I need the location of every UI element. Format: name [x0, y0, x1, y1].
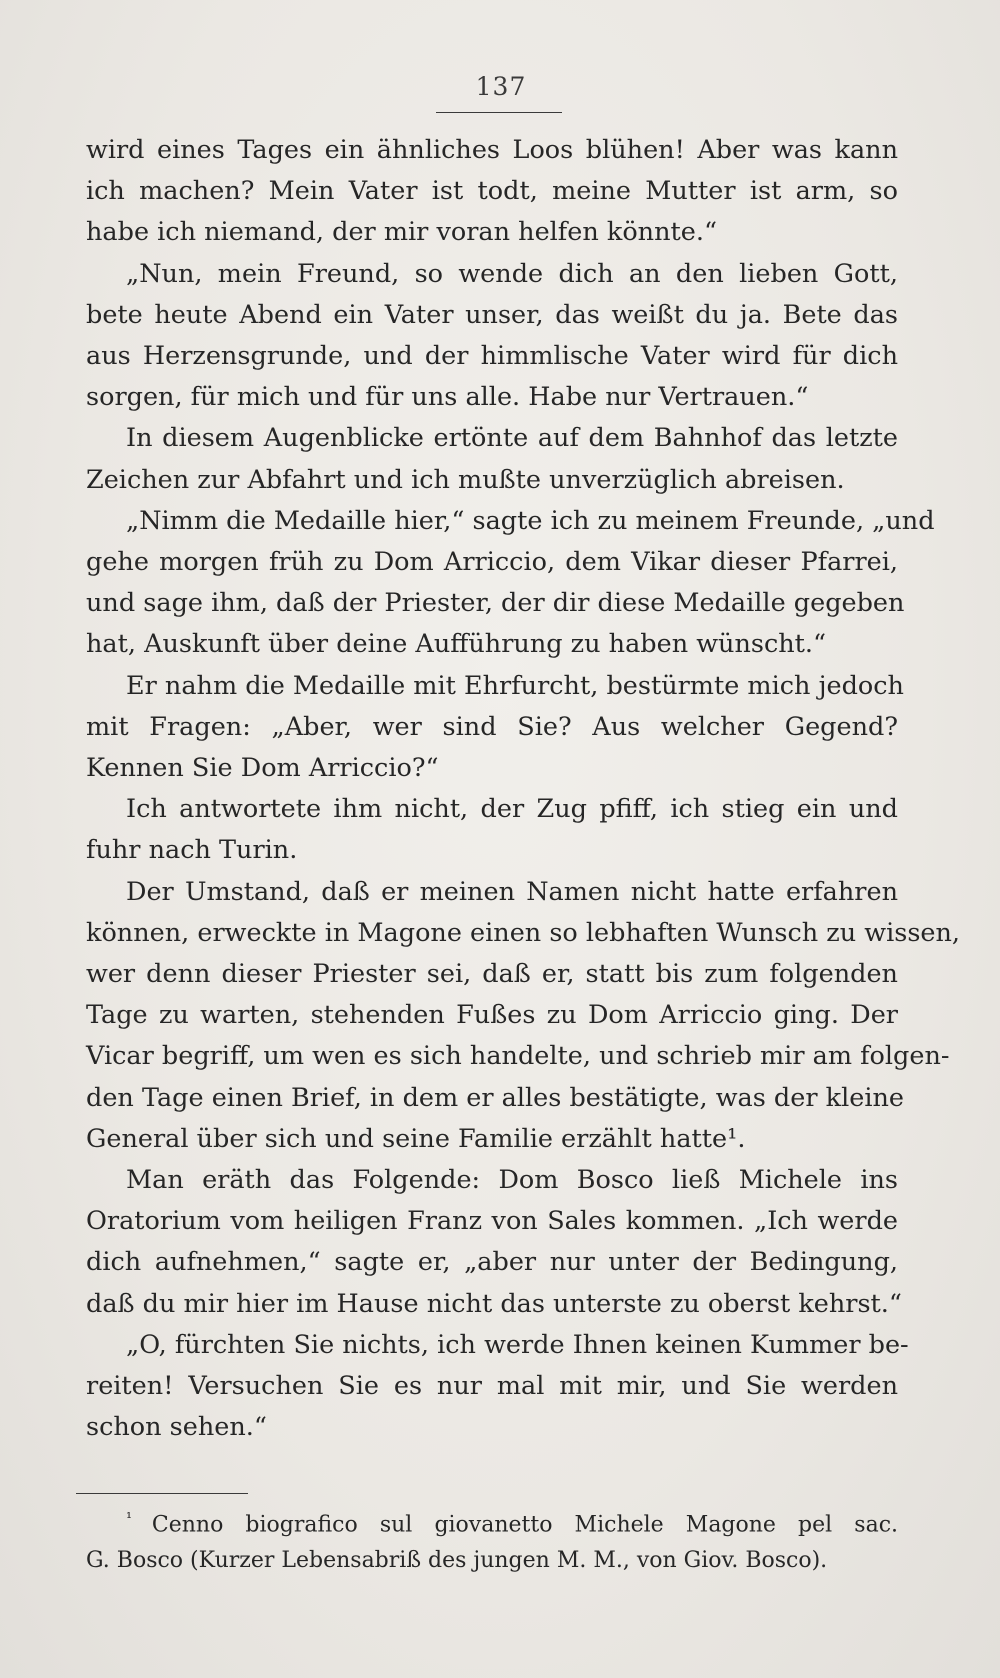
text-line: General über sich und seine Familie erzählt hatte¹. [86, 1123, 746, 1154]
text-line: fuhr nach Turin. [86, 835, 298, 866]
footnote [86, 1500, 898, 1579]
text-line: mit Fragen: „Aber, wer sind Sie? Aus welcher Gegend? [86, 711, 898, 742]
paragraph [86, 418, 898, 500]
text-line: ich machen? Mein Vater ist todt, meine Mutter ist arm, so [86, 176, 898, 207]
text-line: Man eräth das Folgende: Dom Bosco ließ Michele ins [126, 1165, 898, 1196]
text-line: Kennen Sie Dom Arriccio?“ [86, 753, 439, 784]
body-text [86, 130, 961, 1449]
text-line: Ich antwortete ihm nicht, der Zug pfiff, ich stieg ein und [126, 794, 898, 825]
text-line: reiten! Versuchen Sie es nur mal mit mir, und Sie werden [86, 1371, 898, 1402]
text-line: hat, Auskunft über deine Aufführung zu haben wünscht.“ [86, 629, 827, 660]
text-line: bete heute Abend ein Vater unser, das weißt du ja. Bete das [86, 299, 898, 330]
paragraph [86, 130, 898, 254]
text-line: sorgen, für mich und für uns alle. Habe nur Vertrauen.“ [86, 382, 809, 413]
text-line: Der Umstand, daß er meinen Namen nicht hatte erfahren [126, 876, 898, 907]
paragraph [86, 1160, 902, 1325]
text-line: Zeichen zur Abfahrt und ich mußte unverzüglich abreisen. [86, 464, 845, 495]
text-line: schon sehen.“ [86, 1412, 267, 1443]
paragraph [86, 666, 904, 790]
text-line: „O, fürchten Sie nichts, ich werde Ihnen keinen Kummer be- [126, 1329, 909, 1360]
text-line: Oratorium vom heiligen Franz von Sales kommen. „Ich werde [86, 1206, 898, 1237]
paragraph [86, 1325, 909, 1449]
footnote-text: Cenno biografico sul giovanetto Michele Magone pel sac. [151, 1512, 899, 1538]
text-line: aus Herzensgrunde, und der himmlische Vater wird für dich [86, 341, 898, 372]
paragraph [86, 789, 898, 871]
text-line: können, erweckte in Magone einen so lebhaften Wunsch zu wissen, [86, 917, 961, 948]
text-line: dich aufnehmen,“ sagte er, „aber nur unter der Bedingung, [86, 1247, 898, 1278]
text-line: den Tage einen Brief, in dem er alles bestätigte, was der kleine [86, 1082, 904, 1113]
footnote-line: G. Bosco (Kurzer Lebensabriß des jungen M. M., von Giov. Bosco). [86, 1548, 828, 1574]
text-line: gehe morgen früh zu Dom Arriccio, dem Vikar dieser Pfarrei, [86, 547, 898, 578]
text-line: und sage ihm, daß der Priester, der dir diese Medaille gegeben [86, 588, 905, 619]
paragraph [86, 254, 898, 419]
footnote-rule [76, 1493, 248, 1494]
text-line: Tage zu warten, stehenden Fußes zu Dom Arriccio ging. Der [86, 1000, 898, 1031]
footnote-line [86, 1500, 898, 1543]
paragraph [86, 501, 935, 666]
paragraph [86, 872, 961, 1160]
text-line: wird eines Tages ein ähnliches Loos blühen! Aber was kann [86, 135, 898, 165]
text-line: Er nahm die Medaille mit Ehrfurcht, bestürmte mich jedoch [126, 670, 904, 701]
footnote-marker: ¹ [126, 1509, 152, 1527]
text-line: daß du mir hier im Hause nicht das unterste zu oberst kehrst.“ [86, 1288, 902, 1319]
text-line: „Nun, mein Freund, so wende dich an den lieben Gott, [126, 258, 898, 289]
text-line: „Nimm die Medaille hier,“ sagte ich zu meinem Freunde, „und [126, 505, 935, 536]
text-line: wer denn dieser Priester sei, daß er, statt bis zum folgenden [86, 959, 898, 990]
page-number: 137 [475, 72, 527, 101]
header-rule [436, 112, 562, 113]
text-line: In diesem Augenblicke ertönte auf dem Bahnhof das letzte [126, 423, 898, 454]
text-line: Vicar begriff, um wen es sich handelte, und schrieb mir am folgen- [86, 1041, 950, 1072]
text-line: habe ich niemand, der mir voran helfen könnte.“ [86, 217, 718, 248]
